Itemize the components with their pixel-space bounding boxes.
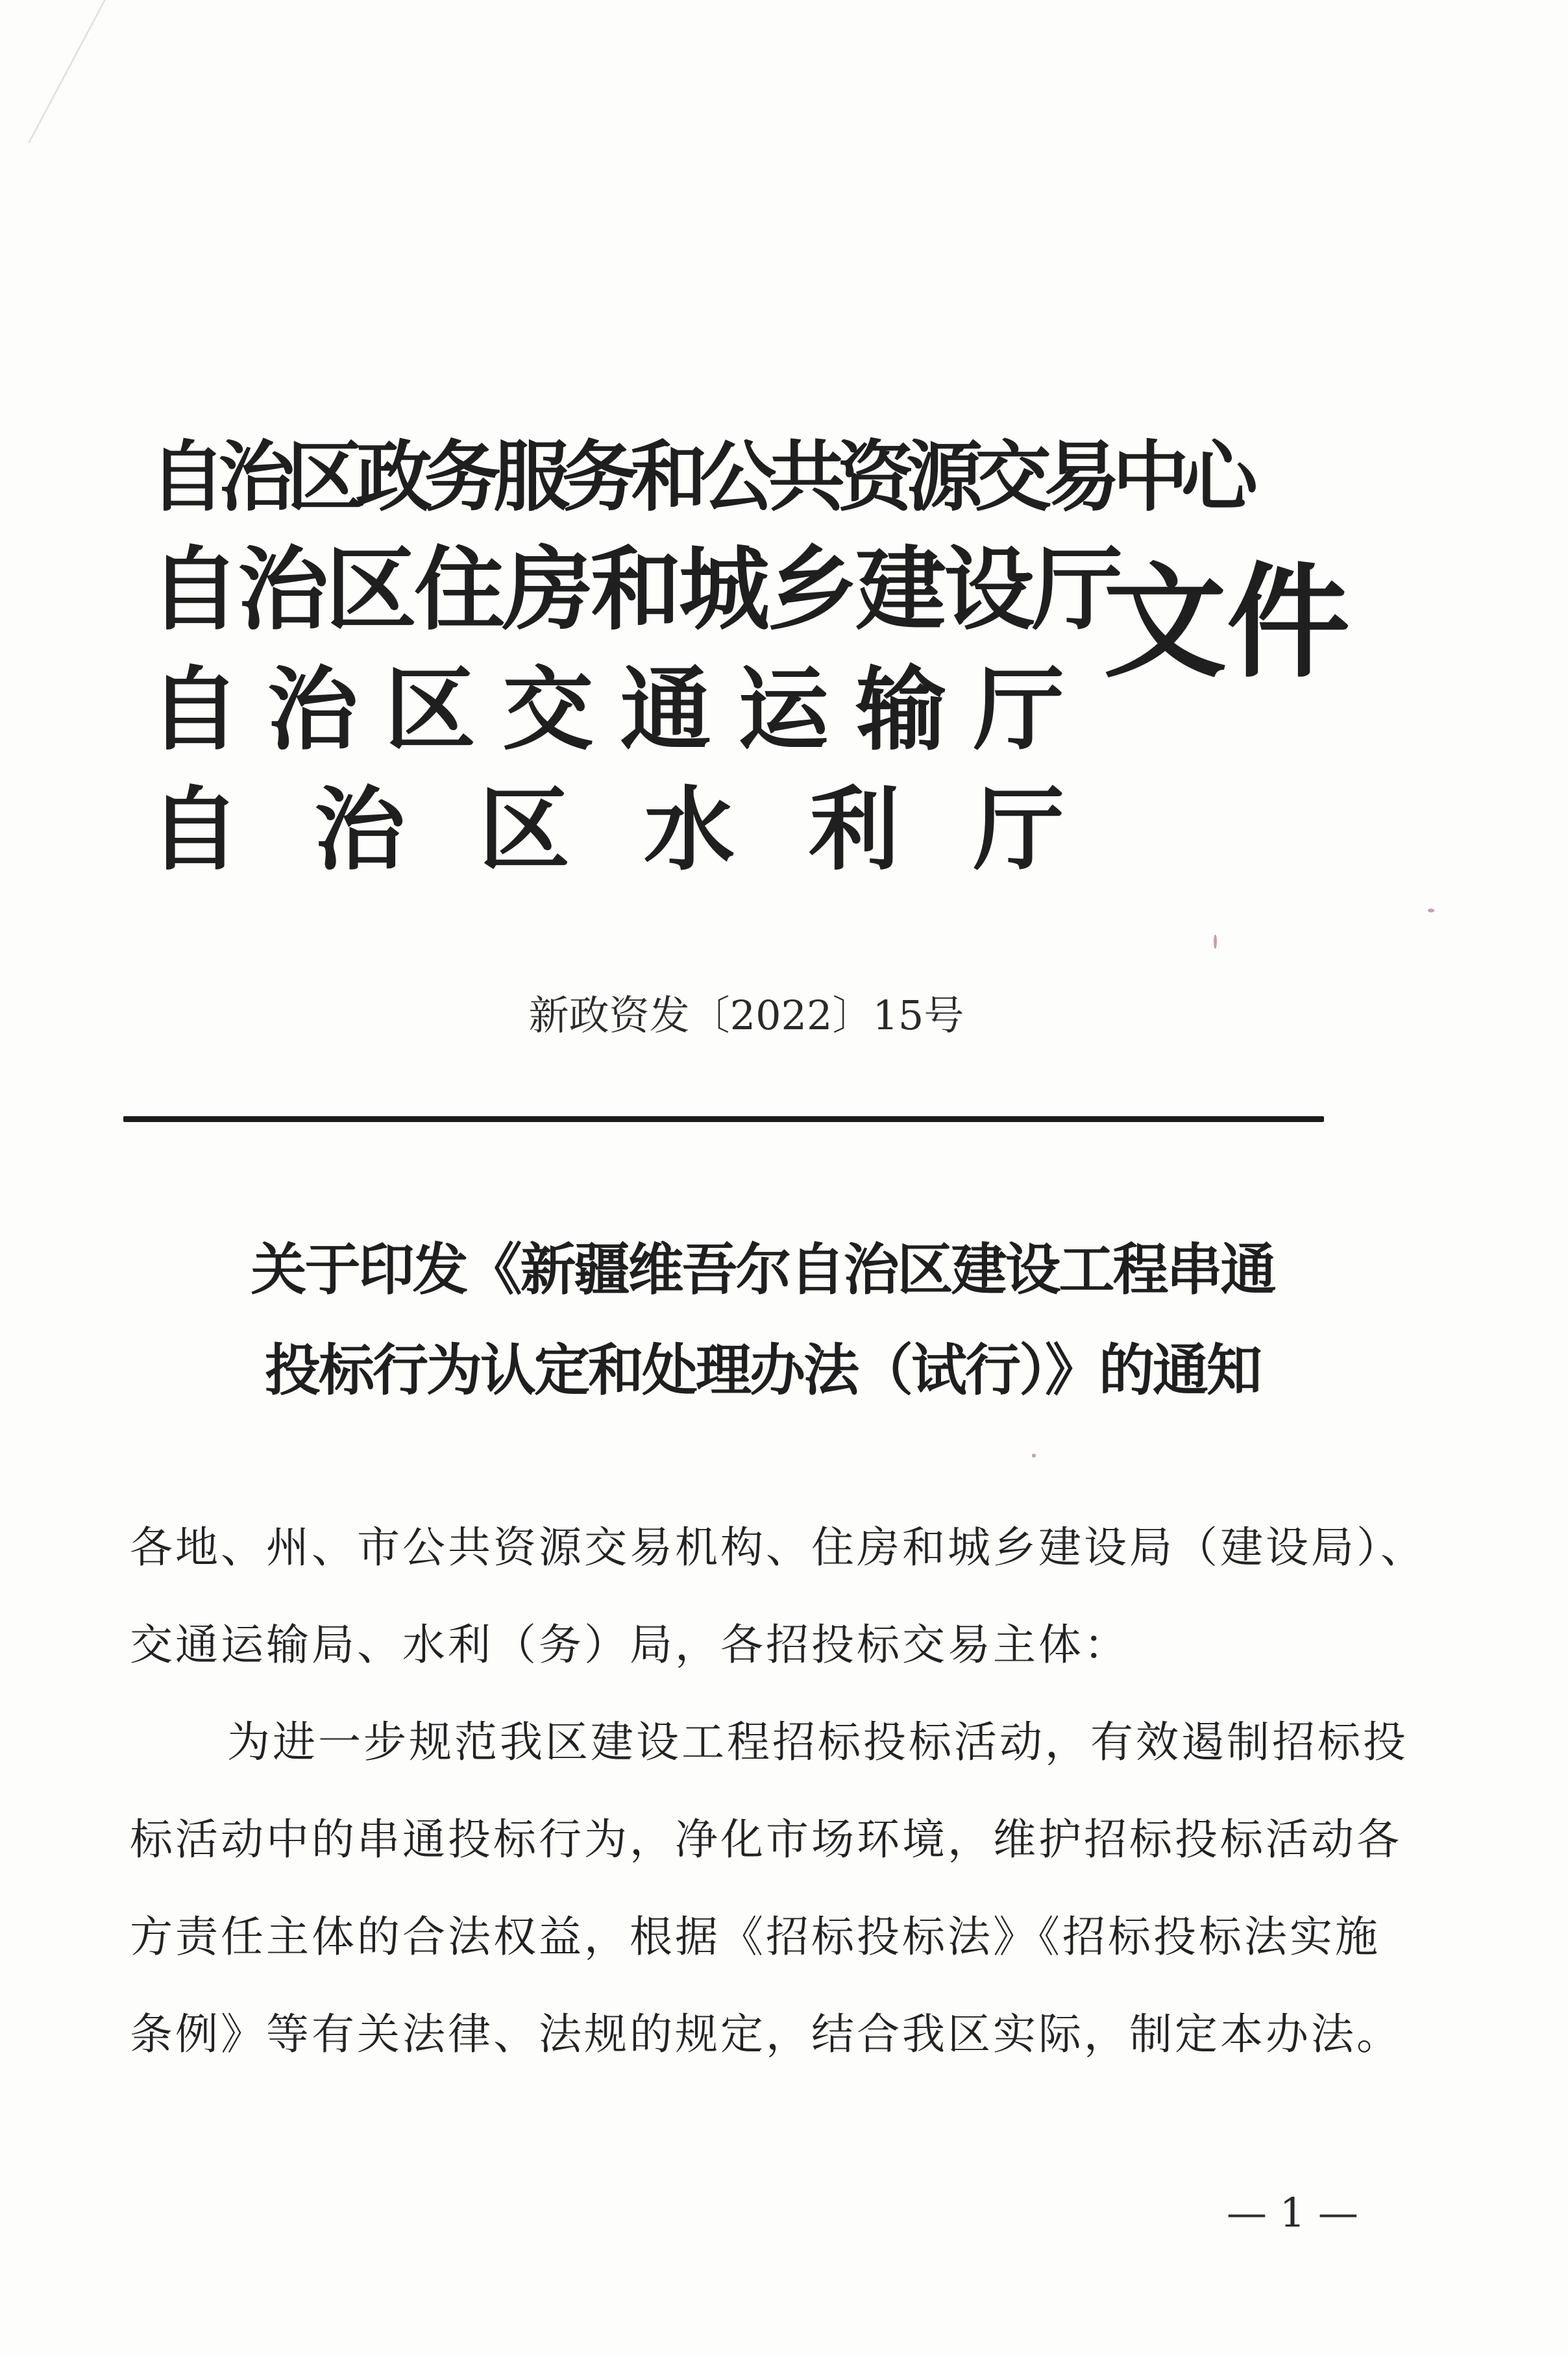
issuer-char: 厅: [973, 777, 1064, 883]
scan-speck: [1428, 909, 1434, 912]
page-number: — 1 —: [1227, 2189, 1358, 2236]
issuer-char: 自: [149, 657, 241, 763]
issuer-char: 利: [808, 777, 900, 883]
issuer-char: 区: [384, 657, 476, 763]
title-line-1: 关于印发《新疆维吾尔自治区建设工程串通: [251, 1238, 1275, 1302]
scan-speck: [1214, 934, 1217, 949]
issuer-housing-department: 自治区住房和城乡建设厅: [149, 537, 1121, 643]
issuer-char: 运: [738, 657, 829, 763]
paragraph-line-2: 标活动中的串通投标行为，净化市场环境，维护招标投标活动各: [130, 1814, 1402, 1864]
issuer-public-resource-center: 自治区政务服务和公共资源交易中心: [149, 432, 1251, 522]
issuer-char: 通: [620, 657, 711, 763]
issuer-char: 区: [478, 777, 570, 883]
scan-speck: [1032, 1454, 1036, 1458]
scan-artifact: [0, 0, 106, 143]
issuer-char: 治: [267, 657, 358, 763]
paragraph-line-4: 条例》等有关法律、法规的规定，结合我区实际，制定本办法。: [130, 2009, 1402, 2059]
issuer-char: 厅: [973, 657, 1064, 763]
header-divider: [123, 1116, 1324, 1122]
recipients-line-2: 交通运输局、水利（务）局，各招投标交易主体：: [130, 1620, 1129, 1670]
notice-title: [117, 1220, 1408, 1421]
paragraph-line-1: 为进一步规范我区建设工程招标投标活动，有效遏制招标投: [227, 1717, 1408, 1767]
issuer-char: 水: [643, 777, 735, 883]
title-line-2: 投标行为认定和处理办法（试行）》的通知: [265, 1338, 1260, 1403]
issuer-char: 交: [502, 657, 594, 763]
issuer-water-department: [149, 766, 1064, 896]
issuer-char: 自: [149, 777, 241, 883]
issuer-char: 输: [855, 657, 947, 763]
issuer-char: 治: [313, 777, 405, 883]
recipients-line-1: 各地、州、市公共资源交易机构、住房和城乡建设局（建设局）、: [130, 1522, 1426, 1572]
issuer-transport-department: [149, 655, 1064, 766]
document-type-label: 文件: [1103, 551, 1351, 694]
paragraph-line-3: 方责任主体的合法权益，根据《招标投标法》《招标投标法实施: [130, 1912, 1380, 1962]
document-number: 新政资发〔2022〕15号: [528, 992, 964, 1039]
notice-body: [130, 1499, 1426, 2083]
